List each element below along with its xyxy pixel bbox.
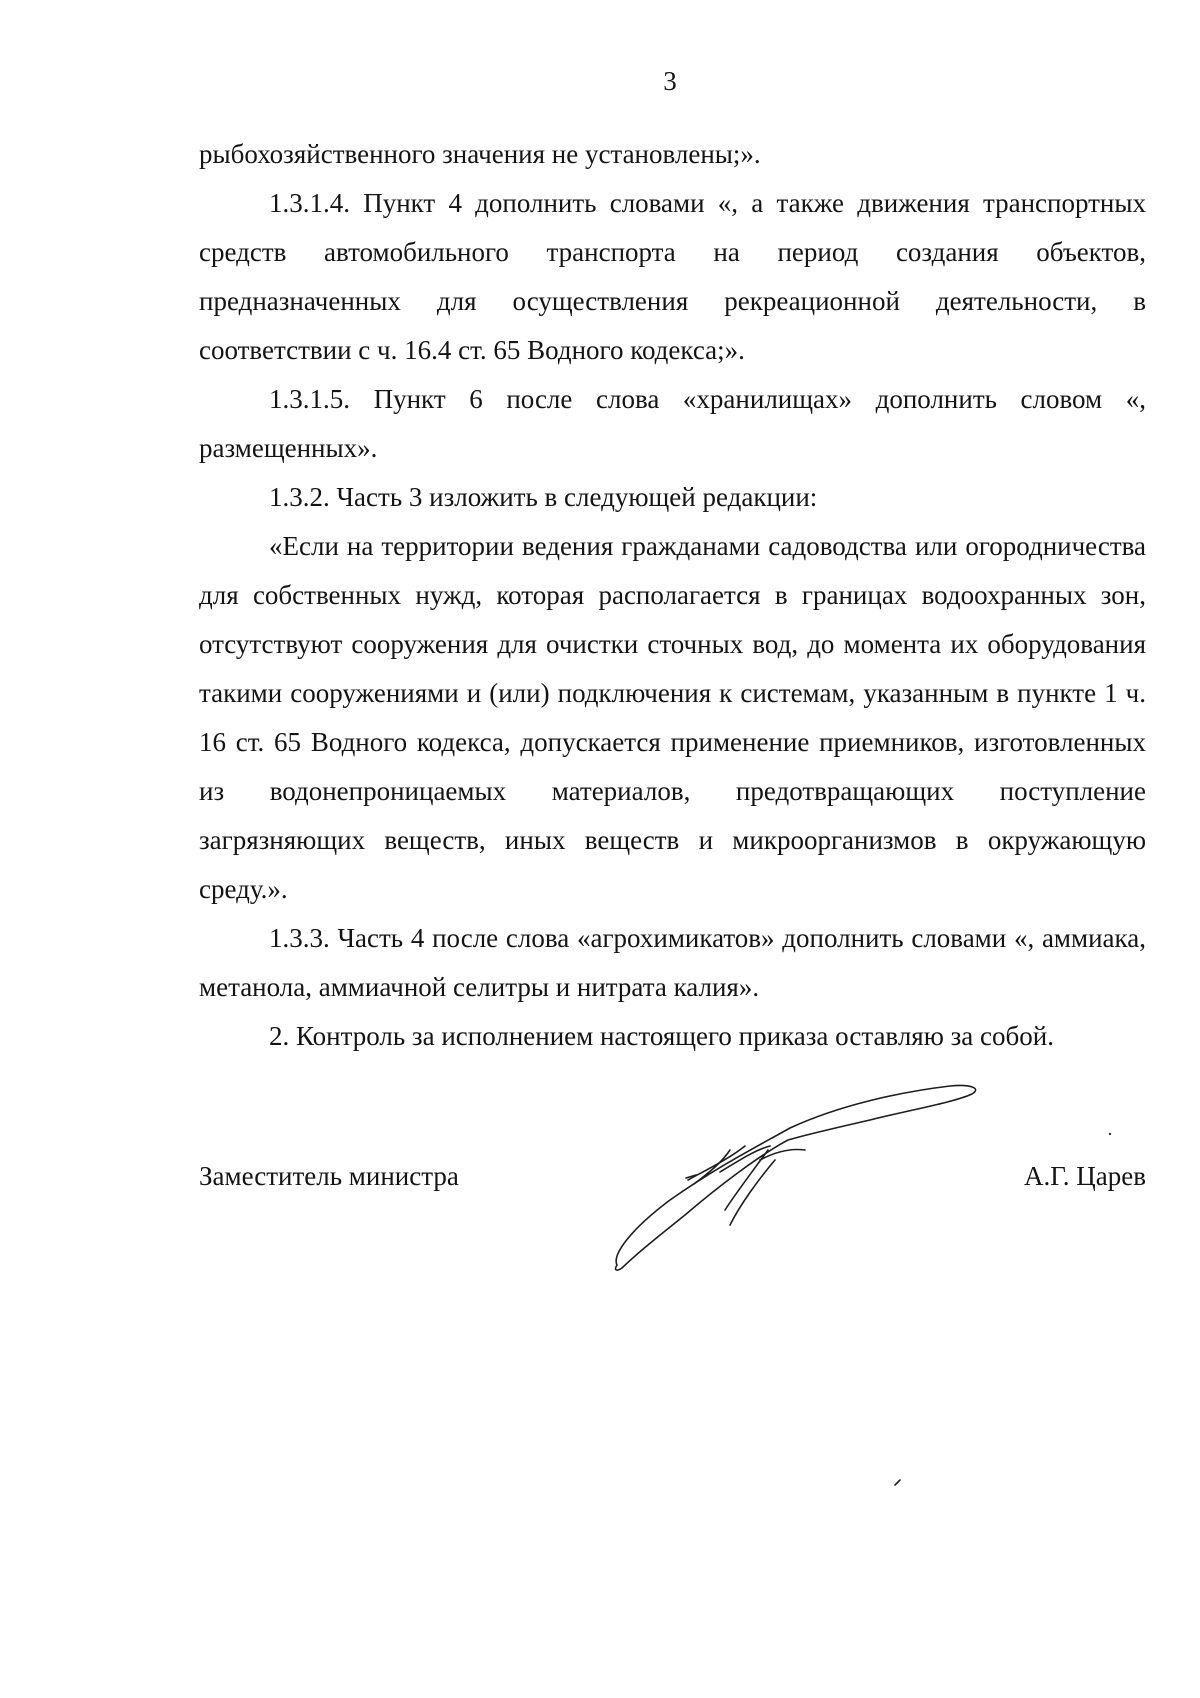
paragraph-1-3-2: 1.3.2. Часть 3 изложить в следующей редакции: bbox=[269, 482, 818, 512]
handwritten-signature bbox=[610, 1080, 1020, 1290]
dot-mark bbox=[893, 1477, 903, 1487]
paragraph-1-3-3: 1.3.3. Часть 4 после слова «агрохимикатов» дополнить словами «, аммиака, метанола, аммиачной селитры и нитрата калия». bbox=[199, 923, 1146, 1002]
signatory-position: Заместитель министра bbox=[199, 1161, 459, 1191]
paragraph-continuation: рыбохозяйственного значения не установлены;». bbox=[199, 139, 761, 169]
document-body bbox=[199, 130, 1146, 1061]
signatory-name: А.Г. Царев bbox=[1023, 1161, 1146, 1191]
page-number: 3 bbox=[663, 66, 677, 96]
paragraph-1-3-1-5: 1.3.1.5. Пункт 6 после слова «хранилищах» дополнить словом «, размещенных». bbox=[199, 384, 1146, 463]
dot-mark bbox=[1107, 1131, 1113, 1137]
paragraph-1-3-1-4: 1.3.1.4. Пункт 4 дополнить словами «, а также движения транспортных средств автомобильного транспорта на период создания объектов, предназначенных для осуществления рекреационной деятельности, в соответствии с ч. 16.4 ст. 65 Водного кодекса;». bbox=[199, 188, 1146, 365]
paragraph-quoted-text: «Если на территории ведения гражданами садоводства или огородничества для собственных нужд, которая располагается в границах водоохранных зон, отсутствуют сооружения для очистки сточных вод, до момента их оборудования такими сооружениями и (или) подключения к системам, указанным в пункте 1 ч. 16 ст. 65 Водного кодекса, допускается применение приемников, изготовленных из водонепроницаемых материалов, предотвращающих поступление загрязняющих веществ, иных веществ и микроорганизмов в окружающую среду.». bbox=[199, 531, 1146, 904]
paragraph-2: 2. Контроль за исполнением настоящего приказа оставляю за собой. bbox=[269, 1021, 1054, 1051]
